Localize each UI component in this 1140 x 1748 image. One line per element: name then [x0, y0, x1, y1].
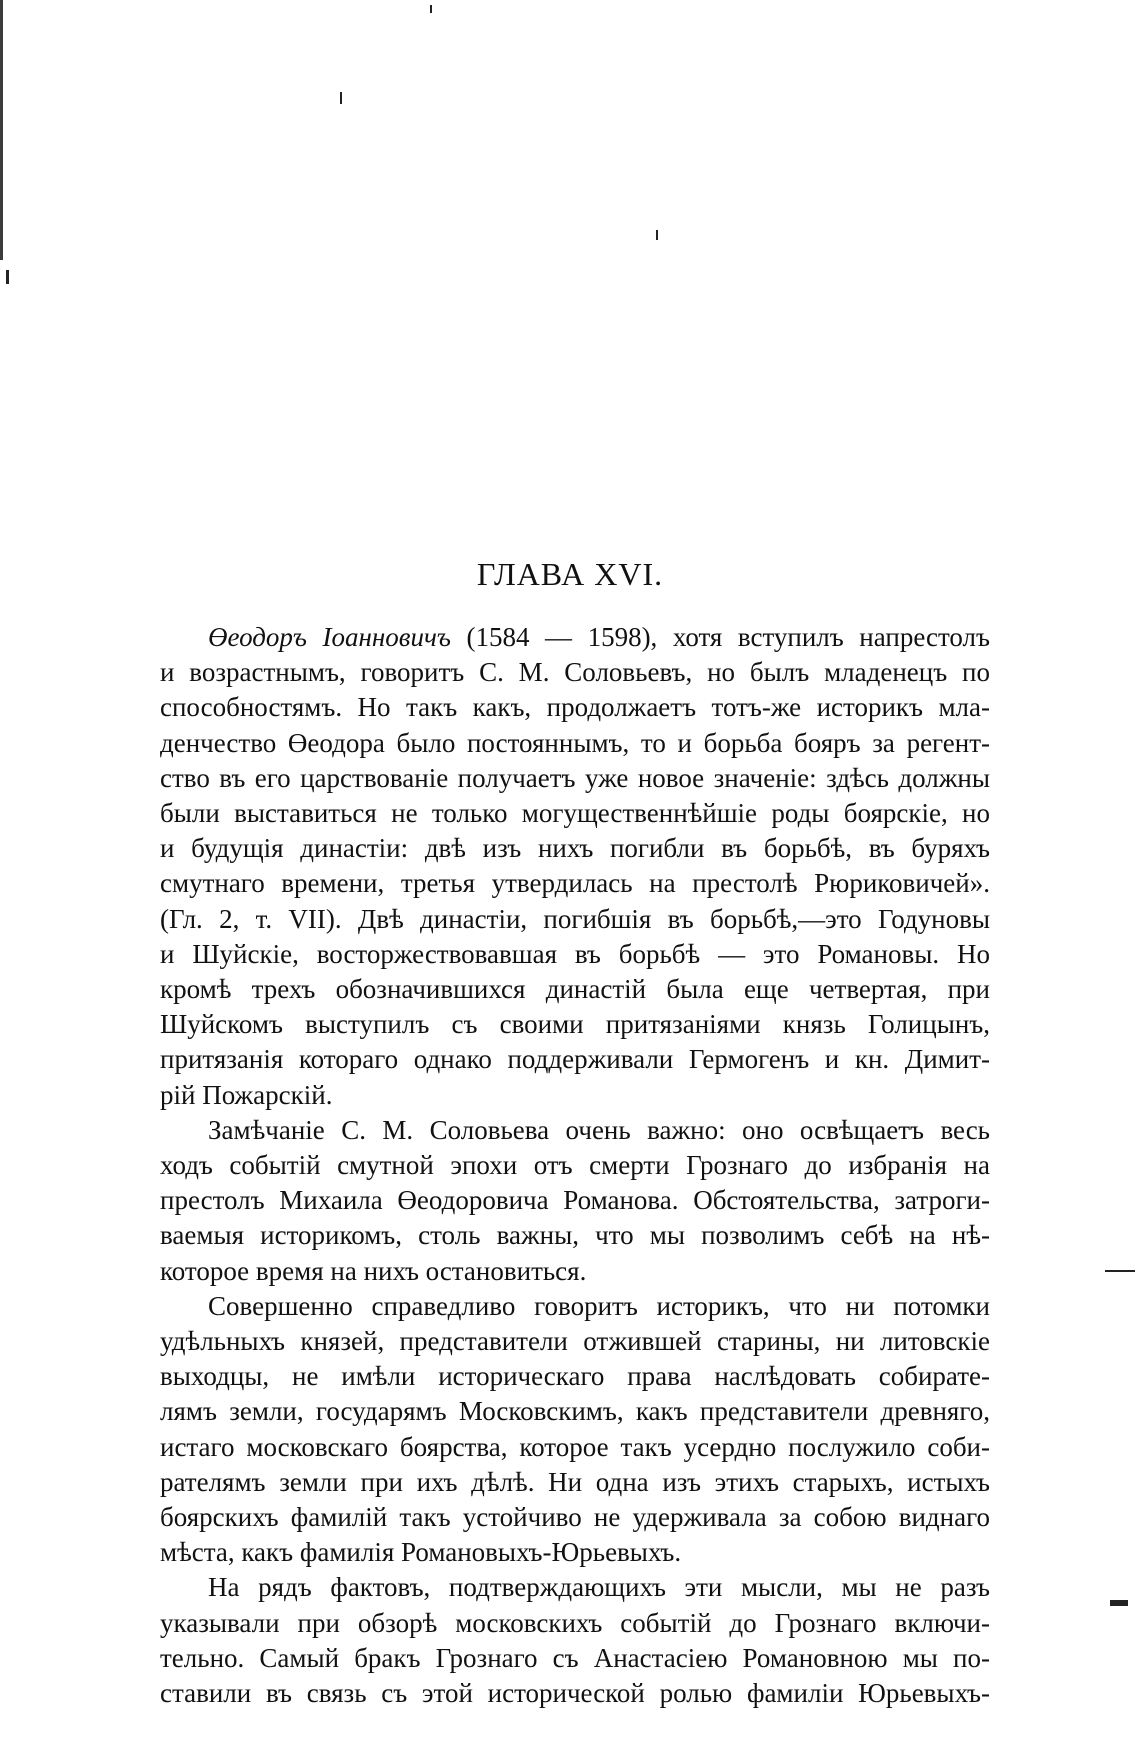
- text-line: (Гл. 2, т. VII). Двѣ династіи, погибшія въ борьбѣ,—это Годуновы: [160, 903, 990, 934]
- chapter-heading: ГЛАВА XVI.: [476, 556, 664, 592]
- text-line: истаго московскаго боярства, которое такъ усердно послужило соби-: [160, 1431, 990, 1462]
- paragraph-3: [160, 1289, 990, 1571]
- text-line: Өеодоръ Іоанновичъ (1584 — 1598), хотя вступилъ напрестолъ: [208, 622, 990, 652]
- text-line: кромѣ трехъ обозначившихся династій была еще четвертая, при: [160, 974, 990, 1005]
- paragraph-2: [160, 1113, 990, 1289]
- text-line: Шуйскомъ выступилъ съ своими притязаніями князь Голицынъ,: [160, 1009, 990, 1040]
- text-line: престолъ Михаила Өеодоровича Романова. Обстоятельства, затроги-: [160, 1185, 990, 1216]
- text-line: рателямъ земли при ихъ дѣлѣ. Ни одна изъ этихъ старыхъ, истыхъ: [160, 1466, 990, 1497]
- text-line: притязанія котораго однако поддерживали Гермогенъ и кн. Димит-: [160, 1044, 990, 1075]
- text-line: боярскихъ фамилій такъ устойчиво не удерживала за собою виднаго: [160, 1502, 990, 1533]
- text-line: ходъ событій смутной эпохи отъ смерти Грознаго до избранія на: [160, 1150, 990, 1181]
- text-line: удѣльныхъ князей, представители отжившей старины, ни литовскіе: [160, 1326, 990, 1357]
- text-line: и будущія династіи: двѣ изъ нихъ погибли въ борьбѣ, въ буряхъ: [160, 833, 990, 864]
- paragraph-4: [160, 1570, 990, 1711]
- paragraph-1: [160, 620, 990, 1113]
- scan-speck: [1105, 1270, 1135, 1272]
- scan-speck: [340, 92, 342, 104]
- text-line: лямъ земли, государямъ Московскимъ, какъ представители древняго,: [160, 1396, 990, 1427]
- scan-speck: [430, 5, 432, 13]
- person-name: Өеодоръ Іоанновичъ: [208, 622, 451, 652]
- text-line: рій Пожарскій.: [160, 1079, 333, 1110]
- text-line: ставили въ связь съ этой исторической ролью фамиліи Юрьевыхъ-: [160, 1678, 990, 1709]
- text-line: ваемыя историкомъ, столь важны, что мы позволимъ себѣ на нѣ-: [160, 1220, 990, 1251]
- text-line: которое время на нихъ остановиться.: [160, 1255, 587, 1286]
- text-line: и Шуйскіе, восторжествовавшая въ борьбѣ — это Романовы. Но: [160, 938, 990, 969]
- text-line: способностямъ. Но такъ какъ, продолжаетъ тотъ-же историкъ мла-: [160, 692, 990, 723]
- scan-speck: [656, 230, 658, 240]
- text-line: ство въ его царствованіе получаетъ уже новое значеніе: здѣсь должны: [160, 762, 990, 793]
- scan-speck: [6, 270, 9, 284]
- text-line: На рядъ фактовъ, подтверждающихъ эти мысли, мы не разъ: [208, 1572, 990, 1603]
- text-line: и возрастнымъ, говоритъ С. М. Соловьевъ, но былъ младенецъ по: [160, 657, 990, 688]
- text-line: смутнаго времени, третья утвердилась на престолѣ Рюриковичей».: [160, 868, 990, 899]
- text-line: тельно. Самый бракъ Грознаго съ Анастасіею Романовною мы по-: [160, 1642, 990, 1673]
- scan-speck: [1110, 1600, 1128, 1606]
- text-line: были выставиться не только могущественнѣйшіе роды боярскіе, но: [160, 798, 990, 829]
- text-line: денчество Өеодора было постояннымъ, то и борьба бояръ за регент-: [160, 727, 990, 758]
- scan-edge-shadow: [0, 0, 26, 260]
- text-line: указывали при обзорѣ московскихъ событій до Грознаго включи-: [160, 1607, 990, 1638]
- text-line: Замѣчаніе С. М. Соловьева очень важно: оно освѣщаетъ весь: [208, 1114, 990, 1145]
- text-line: выходцы, не имѣли историческаго права наслѣдовать собирате-: [160, 1361, 990, 1392]
- text-line: мѣста, какъ фамилія Романовыхъ-Юрьевыхъ.: [160, 1537, 682, 1568]
- chapter-body: [160, 620, 990, 1711]
- text-line: Совершенно справедливо говоритъ историкъ, что ни потомки: [208, 1290, 990, 1321]
